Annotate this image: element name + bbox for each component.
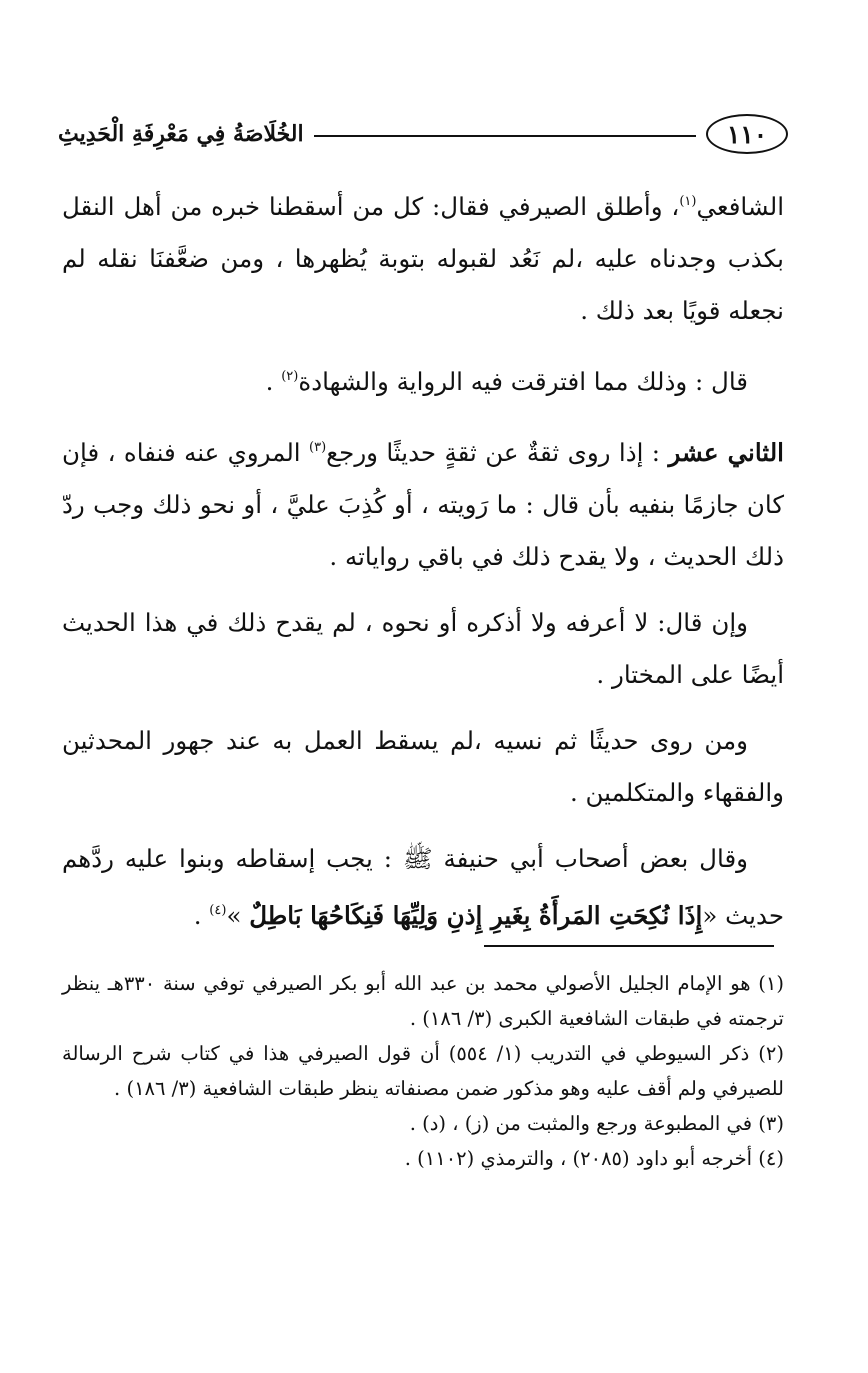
footnotes (62, 966, 784, 1176)
footnote-2 (62, 1036, 784, 1106)
section-heading: الثاني عشر (668, 438, 784, 467)
footnote-1 (62, 966, 784, 1036)
footnote-text: في المطبوعة ورجع والمثبت من (ز) ، (د) . (409, 1112, 759, 1135)
hadith-quote: إِذَا نُكِحَتِ المَرأَةُ بِغَيرِ إِذنِ وَلِيِّهَا فَنِكَاحُهَا بَاطِلٌ (249, 901, 703, 930)
footnote-4 (62, 1141, 784, 1176)
p6-text: وقال بعض أصحاب أبي حنيفة ﷺ : يجب إسقاطه وبنوا عليه ردَّهم حديث « (62, 844, 784, 930)
footnote-ref-1: (١) (679, 194, 697, 209)
p6-end: . (193, 901, 210, 930)
footnote-ref-2: (٢) (281, 369, 299, 384)
p1-rest: ، وأطلق الصيرفي فقال: كل من أسقطنا خبره من أهل النقل بكذب وجدناه عليه ،لم نَعُد لقبوله بتوبة يُظهرها ، ومن ضعَّفنَا نقله لم نجعله قويًا بعد ذلك . (62, 192, 784, 325)
footnote-number: (١) (758, 972, 784, 995)
footnote-divider (484, 945, 774, 947)
running-header (58, 112, 788, 156)
p5-text: ومن روى حديثًا ثم نسيه ،لم يسقط العمل به عند جهور المحدثين والفقهاء والمتكلمين . (62, 726, 784, 807)
p4-text: وإن قال: لا أعرفه ولا أذكره أو نحوه ، لم يقدح ذلك في هذا الحديث أيضًا على المختار . (62, 608, 784, 689)
p2-text: قال : وذلك مما افترقت فيه الرواية والشهادة (298, 367, 748, 396)
footnote-number: (٢) (758, 1042, 784, 1065)
paragraph-3 (62, 422, 784, 583)
footnote-text: هو الإمام الجليل الأصولي محمد بن عبد الله أبو بكر الصيرفي توفي سنة ٣٣٠هـ ينظر ترجمته في طبقات الشافعية الكبرى (٣/ ١٨٦) . (62, 972, 784, 1030)
paragraph-6 (62, 833, 784, 942)
footnote-number: (٤) (758, 1147, 784, 1170)
main-text (62, 176, 784, 956)
footnote-ref-3: (٣) (309, 440, 327, 455)
p1-text: الشافعي (696, 192, 784, 221)
page-number: ١١٠ (706, 114, 788, 154)
header-rule (314, 135, 696, 137)
paragraph-4 (62, 597, 784, 701)
paragraph-1 (62, 176, 784, 337)
paragraph-5 (62, 715, 784, 819)
p3-rest: المروي عنه فنفاه ، فإن كان جازمًا بنفيه بأن قال : ما رَويته ، أو كُذِبَ عليَّ ، أو نحو ذلك وجب ردّ ذلك الحديث ، ولا يقدح ذلك في باقي رواياته . (62, 438, 784, 571)
footnote-text: ذكر السيوطي في التدريب (١/ ٥٥٤) أن قول الصيرفي هذا في كتاب شرح الرسالة للصيرفي ولم أقف عليه وهو مذكور ضمن مصنفاته ينظر طبقات الشافعية (٣/ ١٨٦) . (62, 1042, 784, 1100)
footnote-3 (62, 1106, 784, 1141)
p3-text: : إذا روى ثقةٌ عن ثقةٍ حديثًا ورجع (326, 438, 669, 467)
book-title: الخُلَاصَةُ فِي مَعْرِفَةِ الْحَدِيثِ (58, 121, 304, 147)
paragraph-2 (62, 351, 784, 408)
footnote-number: (٣) (758, 1112, 784, 1135)
footnote-text: أخرجه أبو داود (٢٠٨٥) ، والترمذي (١١٠٢) . (404, 1147, 759, 1170)
footnote-ref-4: (٤) (209, 903, 227, 918)
p6-close: » (226, 901, 250, 930)
p2-end: . (265, 367, 282, 396)
